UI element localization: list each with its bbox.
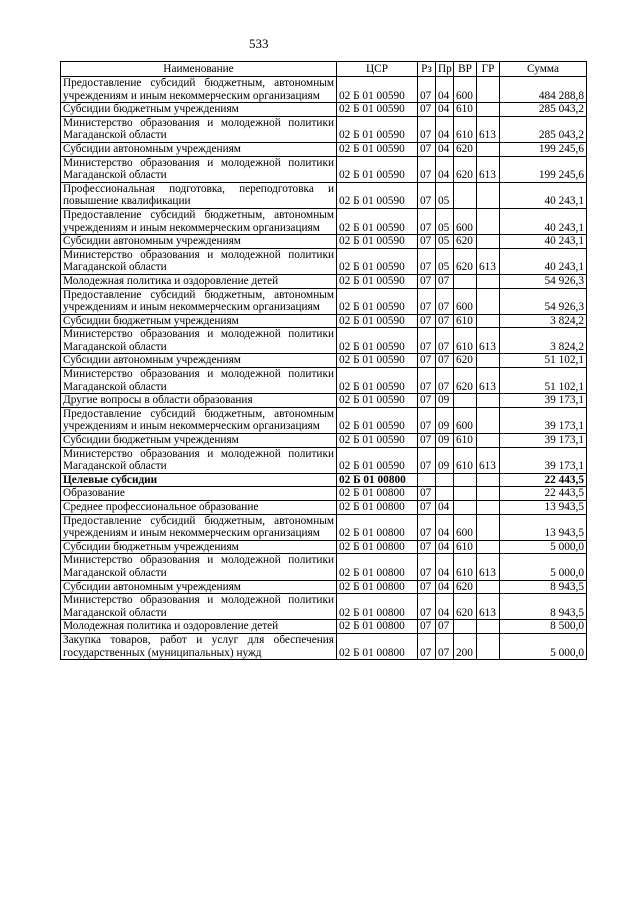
cell-sum: 22 443,5 <box>500 487 587 501</box>
header-sum: Сумма <box>500 62 587 77</box>
cell-rz: 07 <box>418 434 436 448</box>
cell-rz: 07 <box>418 314 436 328</box>
cell-rz: 07 <box>418 116 436 142</box>
cell-sum: 13 943,5 <box>500 514 587 540</box>
cell-csr: 02 Б 01 00800 <box>337 554 418 580</box>
cell-sum: 22 443,5 <box>500 473 587 487</box>
cell-gr <box>477 620 500 634</box>
table-row <box>61 540 587 554</box>
cell-vr: 600 <box>454 514 477 540</box>
cell-csr: 02 Б 01 00590 <box>337 407 418 433</box>
cell-pr <box>436 487 454 501</box>
cell-sum: 5 000,0 <box>500 633 587 659</box>
cell-pr: 09 <box>436 447 454 473</box>
cell-rz: 07 <box>418 274 436 288</box>
cell-gr <box>477 103 500 117</box>
cell-vr: 200 <box>454 633 477 659</box>
cell-name: Министерство образования и молодежной политики Магаданской области <box>61 156 337 182</box>
cell-sum: 40 243,1 <box>500 208 587 234</box>
cell-vr: 610 <box>454 103 477 117</box>
cell-rz: 07 <box>418 594 436 620</box>
cell-vr: 600 <box>454 407 477 433</box>
table-row <box>61 368 587 394</box>
cell-rz: 07 <box>418 354 436 368</box>
cell-gr <box>477 407 500 433</box>
cell-gr: 613 <box>477 447 500 473</box>
cell-gr: 613 <box>477 156 500 182</box>
cell-name: Министерство образования и молодежной политики Магаданской области <box>61 447 337 473</box>
cell-gr <box>477 142 500 156</box>
cell-name: Целевые субсидии <box>61 473 337 487</box>
cell-csr: 02 Б 01 00800 <box>337 501 418 515</box>
cell-gr <box>477 274 500 288</box>
cell-pr: 07 <box>436 620 454 634</box>
table-row <box>61 182 587 208</box>
cell-vr: 610 <box>454 328 477 354</box>
cell-name: Субсидии бюджетным учреждениям <box>61 540 337 554</box>
cell-vr: 600 <box>454 77 477 103</box>
cell-sum: 8 943,5 <box>500 580 587 594</box>
cell-name: Субсидии автономным учреждениям <box>61 235 337 249</box>
cell-name: Предоставление субсидий бюджетным, автономным учреждениям и иным некоммерческим организациям <box>61 208 337 234</box>
cell-csr: 02 Б 01 00590 <box>337 274 418 288</box>
cell-name: Субсидии бюджетным учреждениям <box>61 434 337 448</box>
cell-vr <box>454 182 477 208</box>
cell-sum: 54 926,3 <box>500 288 587 314</box>
cell-rz <box>418 473 436 487</box>
cell-vr: 600 <box>454 288 477 314</box>
table-row <box>61 620 587 634</box>
cell-vr: 620 <box>454 235 477 249</box>
cell-name: Субсидии бюджетным учреждениям <box>61 314 337 328</box>
budget-table <box>60 61 587 660</box>
cell-name: Министерство образования и молодежной политики Магаданской области <box>61 248 337 274</box>
table-row <box>61 580 587 594</box>
cell-name: Субсидии автономным учреждениям <box>61 580 337 594</box>
cell-rz: 07 <box>418 368 436 394</box>
cell-sum: 39 173,1 <box>500 447 587 473</box>
cell-pr: 04 <box>436 156 454 182</box>
cell-name: Субсидии автономным учреждениям <box>61 142 337 156</box>
cell-vr <box>454 394 477 408</box>
cell-gr: 613 <box>477 594 500 620</box>
cell-gr <box>477 501 500 515</box>
page-number: 533 <box>249 36 269 51</box>
cell-gr: 613 <box>477 248 500 274</box>
cell-sum: 484 288,8 <box>500 77 587 103</box>
table-row <box>61 208 587 234</box>
cell-vr: 620 <box>454 248 477 274</box>
cell-sum: 5 000,0 <box>500 540 587 554</box>
cell-sum: 39 173,1 <box>500 434 587 448</box>
cell-rz: 07 <box>418 487 436 501</box>
cell-gr: 613 <box>477 368 500 394</box>
cell-sum: 5 000,0 <box>500 554 587 580</box>
cell-vr: 610 <box>454 434 477 448</box>
cell-sum: 3 824,2 <box>500 314 587 328</box>
cell-rz: 07 <box>418 235 436 249</box>
cell-pr: 04 <box>436 554 454 580</box>
cell-csr: 02 Б 01 00590 <box>337 235 418 249</box>
cell-pr: 04 <box>436 514 454 540</box>
table-row <box>61 103 587 117</box>
cell-rz: 07 <box>418 103 436 117</box>
cell-pr: 07 <box>436 328 454 354</box>
cell-pr: 04 <box>436 594 454 620</box>
cell-gr <box>477 77 500 103</box>
cell-name: Субсидии автономным учреждениям <box>61 354 337 368</box>
table-row <box>61 274 587 288</box>
cell-vr: 610 <box>454 116 477 142</box>
cell-rz: 07 <box>418 633 436 659</box>
cell-vr: 610 <box>454 314 477 328</box>
cell-pr: 09 <box>436 407 454 433</box>
table-row <box>61 314 587 328</box>
header-vr: ВР <box>454 62 477 77</box>
header-pr: Пр <box>436 62 454 77</box>
cell-sum: 13 943,5 <box>500 501 587 515</box>
table-row <box>61 447 587 473</box>
cell-rz: 07 <box>418 554 436 580</box>
cell-pr: 04 <box>436 580 454 594</box>
cell-csr: 02 Б 01 00590 <box>337 77 418 103</box>
cell-csr: 02 Б 01 00590 <box>337 328 418 354</box>
cell-name: Профессиональная подготовка, переподготовка и повышение квалификации <box>61 182 337 208</box>
table-row <box>61 328 587 354</box>
cell-pr: 09 <box>436 434 454 448</box>
cell-vr <box>454 620 477 634</box>
cell-sum: 51 102,1 <box>500 368 587 394</box>
table-body <box>61 77 587 660</box>
cell-pr: 07 <box>436 274 454 288</box>
cell-gr <box>477 434 500 448</box>
cell-name: Молодежная политика и оздоровление детей <box>61 620 337 634</box>
cell-pr: 07 <box>436 314 454 328</box>
cell-pr: 05 <box>436 182 454 208</box>
cell-rz: 07 <box>418 580 436 594</box>
cell-name: Другие вопросы в области образования <box>61 394 337 408</box>
cell-rz: 07 <box>418 77 436 103</box>
cell-vr: 620 <box>454 156 477 182</box>
cell-name: Министерство образования и молодежной политики Магаданской области <box>61 594 337 620</box>
cell-vr: 620 <box>454 368 477 394</box>
cell-pr: 07 <box>436 288 454 314</box>
cell-vr <box>454 501 477 515</box>
cell-csr: 02 Б 01 00590 <box>337 103 418 117</box>
cell-csr: 02 Б 01 00590 <box>337 142 418 156</box>
cell-csr: 02 Б 01 00590 <box>337 368 418 394</box>
table-row <box>61 394 587 408</box>
cell-sum: 285 043,2 <box>500 103 587 117</box>
cell-csr: 02 Б 01 00590 <box>337 182 418 208</box>
table-header-row <box>61 62 587 77</box>
cell-vr: 610 <box>454 554 477 580</box>
table-row <box>61 235 587 249</box>
table-row <box>61 288 587 314</box>
cell-rz: 07 <box>418 248 436 274</box>
cell-pr <box>436 473 454 487</box>
cell-sum: 199 245,6 <box>500 156 587 182</box>
table-row <box>61 407 587 433</box>
cell-vr <box>454 473 477 487</box>
cell-csr: 02 Б 01 00590 <box>337 434 418 448</box>
cell-name: Образование <box>61 487 337 501</box>
table-row <box>61 487 587 501</box>
cell-rz: 07 <box>418 328 436 354</box>
cell-name: Предоставление субсидий бюджетным, автономным учреждениям и иным некоммерческим организациям <box>61 514 337 540</box>
cell-pr: 04 <box>436 77 454 103</box>
table-row <box>61 248 587 274</box>
table-row <box>61 354 587 368</box>
cell-name: Министерство образования и молодежной политики Магаданской области <box>61 554 337 580</box>
cell-rz: 07 <box>418 501 436 515</box>
cell-csr: 02 Б 01 00800 <box>337 473 418 487</box>
cell-pr: 04 <box>436 116 454 142</box>
cell-rz: 07 <box>418 288 436 314</box>
header-name: Наименование <box>61 62 337 77</box>
cell-pr: 04 <box>436 540 454 554</box>
cell-rz: 07 <box>418 407 436 433</box>
cell-csr: 02 Б 01 00590 <box>337 208 418 234</box>
cell-gr: 613 <box>477 116 500 142</box>
cell-gr <box>477 633 500 659</box>
cell-sum: 54 926,3 <box>500 274 587 288</box>
cell-name: Предоставление субсидий бюджетным, автономным учреждениям и иным некоммерческим организациям <box>61 77 337 103</box>
cell-gr <box>477 514 500 540</box>
cell-name: Предоставление субсидий бюджетным, автономным учреждениям и иным некоммерческим организациям <box>61 288 337 314</box>
cell-pr: 09 <box>436 394 454 408</box>
cell-csr: 02 Б 01 00800 <box>337 580 418 594</box>
table-row <box>61 434 587 448</box>
cell-name: Закупка товаров, работ и услуг для обеспечения государственных (муниципальных) нужд <box>61 633 337 659</box>
cell-pr: 04 <box>436 103 454 117</box>
table-row <box>61 156 587 182</box>
cell-sum: 8 943,5 <box>500 594 587 620</box>
cell-gr <box>477 473 500 487</box>
cell-gr <box>477 182 500 208</box>
cell-name: Субсидии бюджетным учреждениям <box>61 103 337 117</box>
cell-vr: 620 <box>454 354 477 368</box>
cell-sum: 39 173,1 <box>500 407 587 433</box>
cell-gr <box>477 394 500 408</box>
cell-pr: 05 <box>436 248 454 274</box>
header-gr: ГР <box>477 62 500 77</box>
cell-pr: 04 <box>436 501 454 515</box>
cell-gr <box>477 235 500 249</box>
cell-csr: 02 Б 01 00800 <box>337 514 418 540</box>
cell-rz: 07 <box>418 620 436 634</box>
cell-sum: 285 043,2 <box>500 116 587 142</box>
cell-csr: 02 Б 01 00590 <box>337 156 418 182</box>
cell-pr: 07 <box>436 368 454 394</box>
cell-pr: 07 <box>436 354 454 368</box>
cell-vr: 620 <box>454 142 477 156</box>
cell-name: Предоставление субсидий бюджетным, автономным учреждениям и иным некоммерческим организациям <box>61 407 337 433</box>
cell-rz: 07 <box>418 156 436 182</box>
cell-vr: 610 <box>454 447 477 473</box>
table-row <box>61 473 587 487</box>
cell-sum: 8 500,0 <box>500 620 587 634</box>
cell-sum: 3 824,2 <box>500 328 587 354</box>
table-row <box>61 77 587 103</box>
cell-csr: 02 Б 01 00800 <box>337 540 418 554</box>
cell-name: Министерство образования и молодежной политики Магаданской области <box>61 368 337 394</box>
cell-rz: 07 <box>418 447 436 473</box>
cell-vr <box>454 274 477 288</box>
cell-rz: 07 <box>418 208 436 234</box>
header-csr: ЦСР <box>337 62 418 77</box>
cell-rz: 07 <box>418 514 436 540</box>
cell-gr <box>477 540 500 554</box>
table-row <box>61 116 587 142</box>
cell-gr <box>477 354 500 368</box>
cell-gr <box>477 314 500 328</box>
cell-pr: 04 <box>436 142 454 156</box>
table-row <box>61 501 587 515</box>
cell-name: Министерство образования и молодежной политики Магаданской области <box>61 328 337 354</box>
cell-pr: 07 <box>436 633 454 659</box>
cell-sum: 40 243,1 <box>500 182 587 208</box>
cell-rz: 07 <box>418 394 436 408</box>
cell-csr: 02 Б 01 00590 <box>337 288 418 314</box>
cell-gr: 613 <box>477 328 500 354</box>
cell-csr: 02 Б 01 00590 <box>337 447 418 473</box>
cell-csr: 02 Б 01 00800 <box>337 620 418 634</box>
cell-csr: 02 Б 01 00590 <box>337 116 418 142</box>
cell-pr: 05 <box>436 208 454 234</box>
cell-sum: 39 173,1 <box>500 394 587 408</box>
cell-csr: 02 Б 01 00800 <box>337 633 418 659</box>
cell-vr: 610 <box>454 540 477 554</box>
cell-name: Министерство образования и молодежной политики Магаданской области <box>61 116 337 142</box>
cell-vr: 600 <box>454 208 477 234</box>
cell-gr <box>477 580 500 594</box>
table-row <box>61 142 587 156</box>
cell-rz: 07 <box>418 142 436 156</box>
cell-vr: 620 <box>454 594 477 620</box>
header-rz: Рз <box>418 62 436 77</box>
cell-vr: 620 <box>454 580 477 594</box>
cell-rz: 07 <box>418 182 436 208</box>
cell-rz: 07 <box>418 540 436 554</box>
table-row <box>61 514 587 540</box>
cell-gr <box>477 487 500 501</box>
cell-name: Молодежная политика и оздоровление детей <box>61 274 337 288</box>
cell-csr: 02 Б 01 00800 <box>337 487 418 501</box>
table-row <box>61 633 587 659</box>
table-row <box>61 554 587 580</box>
cell-gr <box>477 208 500 234</box>
cell-gr: 613 <box>477 554 500 580</box>
cell-sum: 40 243,1 <box>500 248 587 274</box>
cell-csr: 02 Б 01 00590 <box>337 394 418 408</box>
cell-sum: 40 243,1 <box>500 235 587 249</box>
cell-sum: 199 245,6 <box>500 142 587 156</box>
cell-gr <box>477 288 500 314</box>
table-row <box>61 594 587 620</box>
cell-vr <box>454 487 477 501</box>
cell-csr: 02 Б 01 00590 <box>337 314 418 328</box>
cell-sum: 51 102,1 <box>500 354 587 368</box>
cell-name: Среднее профессиональное образование <box>61 501 337 515</box>
cell-csr: 02 Б 01 00800 <box>337 594 418 620</box>
cell-csr: 02 Б 01 00590 <box>337 354 418 368</box>
cell-pr: 05 <box>436 235 454 249</box>
cell-csr: 02 Б 01 00590 <box>337 248 418 274</box>
